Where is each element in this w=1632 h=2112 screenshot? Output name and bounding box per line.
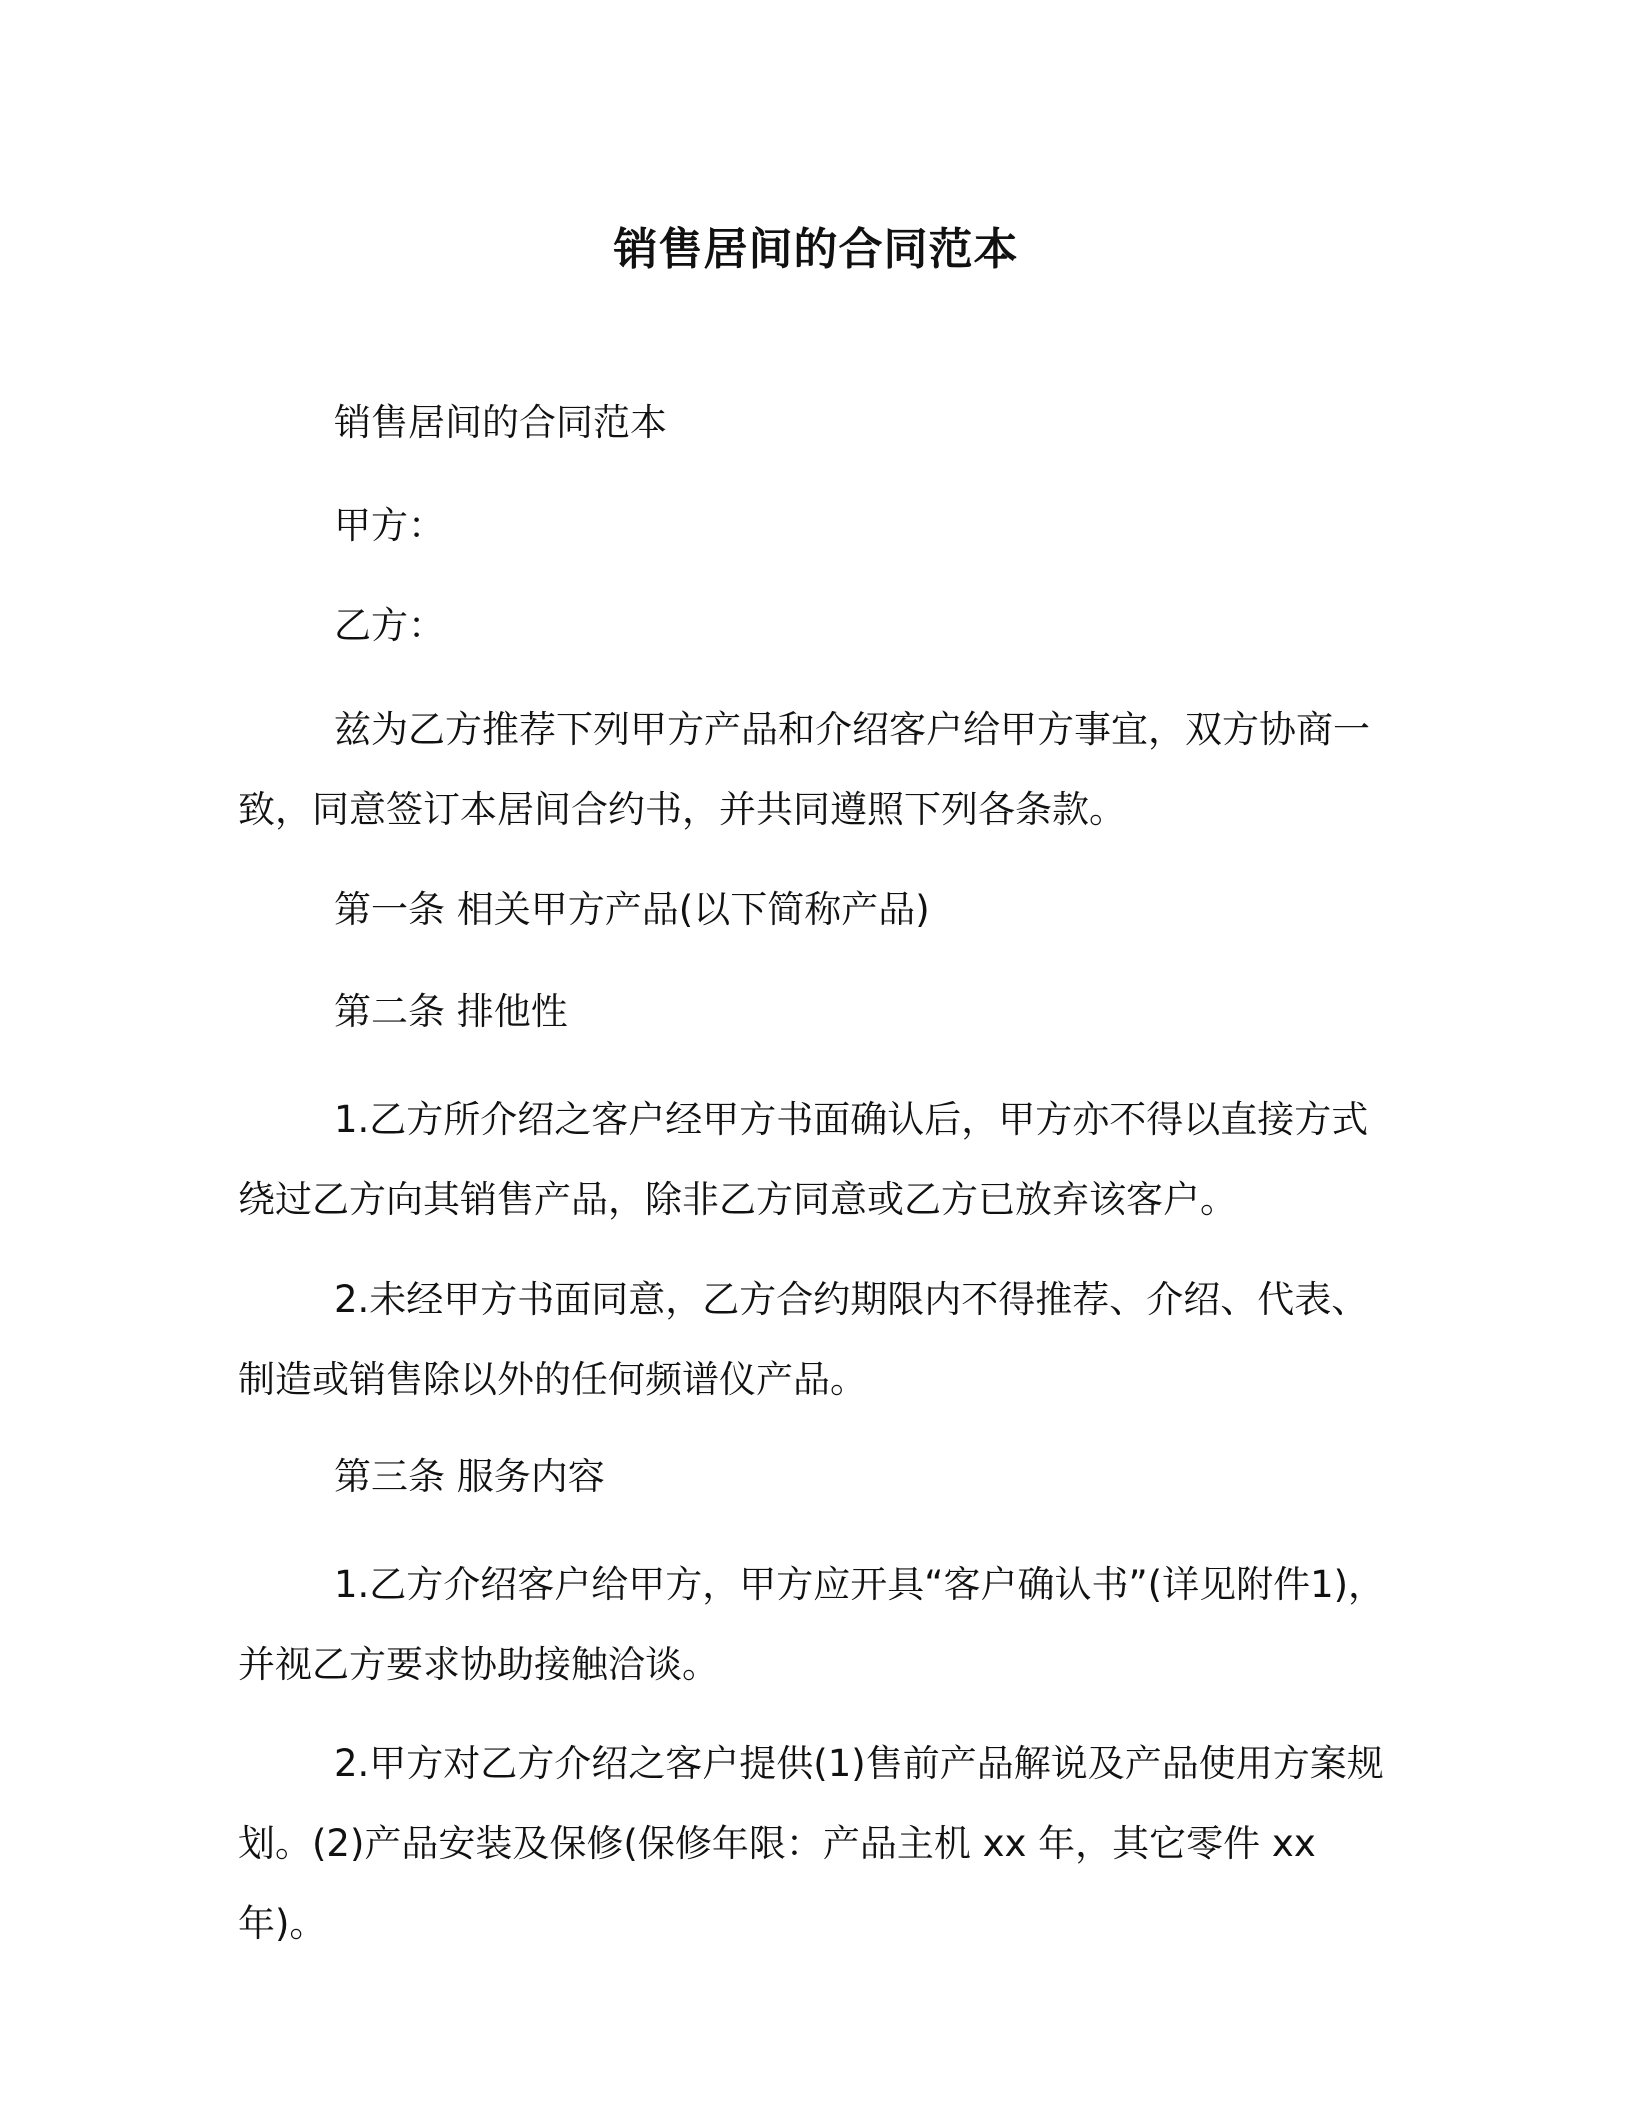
article-3-clause-2: 2.甲方对乙方介绍之客户提供(1)售前产品解说及产品使用方案规划。(2)产品安装及保修(保修年限：产品主机 xx 年，其它零件 xx 年)。 bbox=[238, 1742, 1384, 1945]
article-2-clause-2: 2.未经甲方书面同意，乙方合约期限内不得推荐、介绍、代表、制造或销售除以外的任何频谱仪产品。 bbox=[238, 1278, 1369, 1401]
party-a-line: 甲方： bbox=[334, 504, 445, 547]
article-2-clause-1: 1.乙方所介绍之客户经甲方书面确认后，甲方亦不得以直接方式绕过乙方向其销售产品，除非乙方同意或乙方已放弃该客户。 bbox=[238, 1098, 1369, 1221]
subtitle-paragraph: 销售居间的合同范本 bbox=[334, 401, 667, 444]
article-3-heading: 第三条 服务内容 bbox=[334, 1455, 605, 1498]
party-b-line: 乙方： bbox=[334, 604, 445, 647]
preamble-paragraph: 兹为乙方推荐下列甲方产品和介绍客户给甲方事宜，双方协商一致，同意签订本居间合约书，并共同遵照下列各条款。 bbox=[238, 708, 1370, 831]
article-1-heading: 第一条 相关甲方产品(以下简称产品) bbox=[334, 888, 930, 931]
document-title: 销售居间的合同范本 bbox=[613, 224, 1019, 275]
article-3-clause-1: 1.乙方介绍客户给甲方，甲方应开具“客户确认书”(详见附件1)，并视乙方要求协助接触洽谈。 bbox=[238, 1563, 1386, 1686]
article-2-heading: 第二条 排他性 bbox=[334, 990, 568, 1033]
